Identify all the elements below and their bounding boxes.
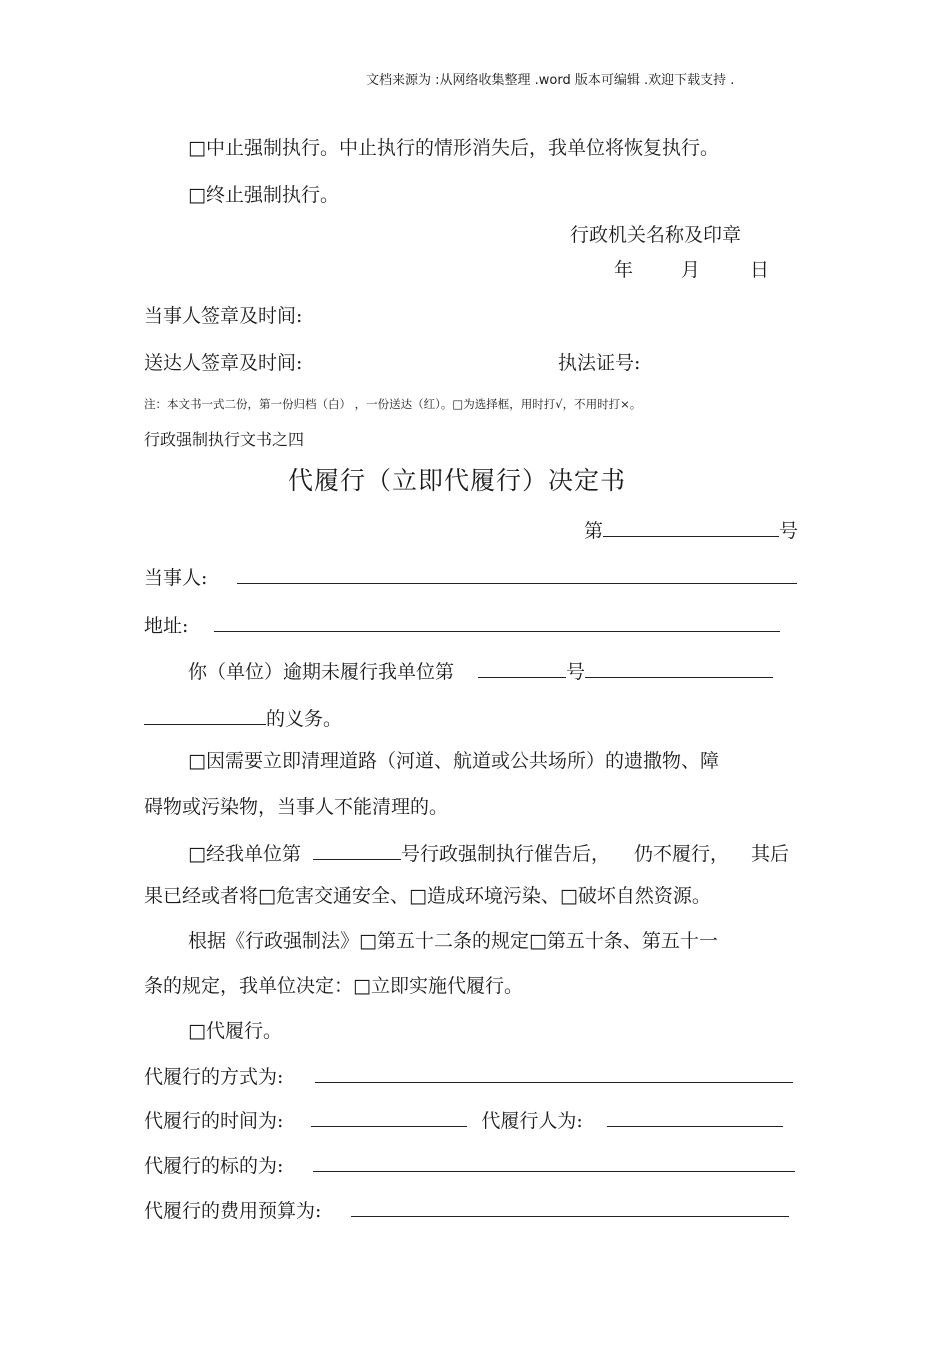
date-year-label: 年 xyxy=(614,259,634,281)
party-line xyxy=(144,565,797,590)
object-label: 代履行的标的为: xyxy=(144,1155,284,1177)
agency-name-seal-label: 行政机关名称及印章 xyxy=(570,224,742,246)
address-line xyxy=(144,613,780,638)
after-text-a: □经我单位第 xyxy=(188,843,301,865)
document-series-label: 行政强制执行文书之四 xyxy=(144,430,305,449)
method-label: 代履行的方式为: xyxy=(144,1066,284,1088)
object-line xyxy=(144,1153,795,1178)
document-title: 代履行（立即代履行）决定书 xyxy=(288,466,627,495)
clear-reason-line-2: 碍物或污染物，当事人不能清理的。 xyxy=(144,796,449,818)
date-day-label: 日 xyxy=(750,259,770,281)
person-label: 代履行人为: xyxy=(481,1110,583,1132)
time-blank xyxy=(311,1108,467,1127)
object-blank xyxy=(313,1153,795,1172)
page-header-source-note: 文档来源为 :从网络收集整理 .word 版本可编辑 .欢迎下载支持 . xyxy=(366,73,735,88)
time-label: 代履行的时间为: xyxy=(144,1110,284,1132)
after-text-c: 仍不履行， xyxy=(633,843,729,865)
budget-line xyxy=(144,1198,789,1223)
date-month-label: 月 xyxy=(681,259,701,281)
number-prefix: 第 xyxy=(584,520,604,542)
overdue-decision-blank xyxy=(585,659,773,678)
person-blank xyxy=(607,1108,783,1127)
proxy-option: □代履行。 xyxy=(188,1020,282,1042)
overdue-number-blank xyxy=(478,659,566,678)
budget-blank xyxy=(351,1198,789,1217)
overdue-text-b: 号 xyxy=(566,661,586,683)
notice-number-blank xyxy=(313,841,401,860)
terminate-execution-option: □终止强制执行。 xyxy=(188,184,339,206)
after-text-b: 号行政强制执行催告后， xyxy=(400,843,610,865)
party-signature-label: 当事人签章及时间: xyxy=(144,305,303,327)
method-blank xyxy=(315,1064,793,1083)
party-blank xyxy=(237,565,797,584)
clear-reason-line-1: □因需要立即清理道路（河道、航道或公共场所）的遗撒物、障 xyxy=(188,750,719,772)
address-label: 地址: xyxy=(144,615,189,637)
time-person-line xyxy=(144,1108,783,1133)
overdue-text-c: 的义务。 xyxy=(266,708,343,730)
address-blank xyxy=(214,613,780,632)
number-suffix: 号 xyxy=(779,520,799,542)
party-label: 当事人: xyxy=(144,567,208,589)
overdue-text-a: 你（单位）逾期未履行我单位第 xyxy=(188,661,455,683)
copies-note: 注：本文书一式二份，第一份归档（白） ，一份送达（红）。□为选择框，用时打√，不用时打×。 xyxy=(144,397,642,411)
legal-basis-line-1: 根据《行政强制法》□第五十二条的规定□第五十条、第五十一 xyxy=(188,930,718,952)
server-signature-label: 送达人签章及时间: xyxy=(144,352,303,374)
consequence-line: 果已经或者将□危害交通安全、□造成环境污染、□破坏自然资源。 xyxy=(144,885,711,907)
budget-label: 代履行的费用预算为: xyxy=(144,1200,322,1222)
enforcement-license-label: 执法证号: xyxy=(558,352,641,374)
overdue-line xyxy=(188,659,773,684)
document-number-blank xyxy=(603,518,779,537)
document-number-line xyxy=(584,518,798,543)
legal-basis-line-2: 条的规定，我单位决定：□立即实施代履行。 xyxy=(144,975,523,997)
obligation-line xyxy=(144,706,342,731)
after-text-d: 其后 xyxy=(750,843,789,865)
obligation-blank xyxy=(144,706,266,725)
after-notice-line xyxy=(188,841,789,866)
method-line xyxy=(144,1064,793,1089)
suspend-execution-option: □中止强制执行。中止执行的情形消失后，我单位将恢复执行。 xyxy=(188,137,719,159)
